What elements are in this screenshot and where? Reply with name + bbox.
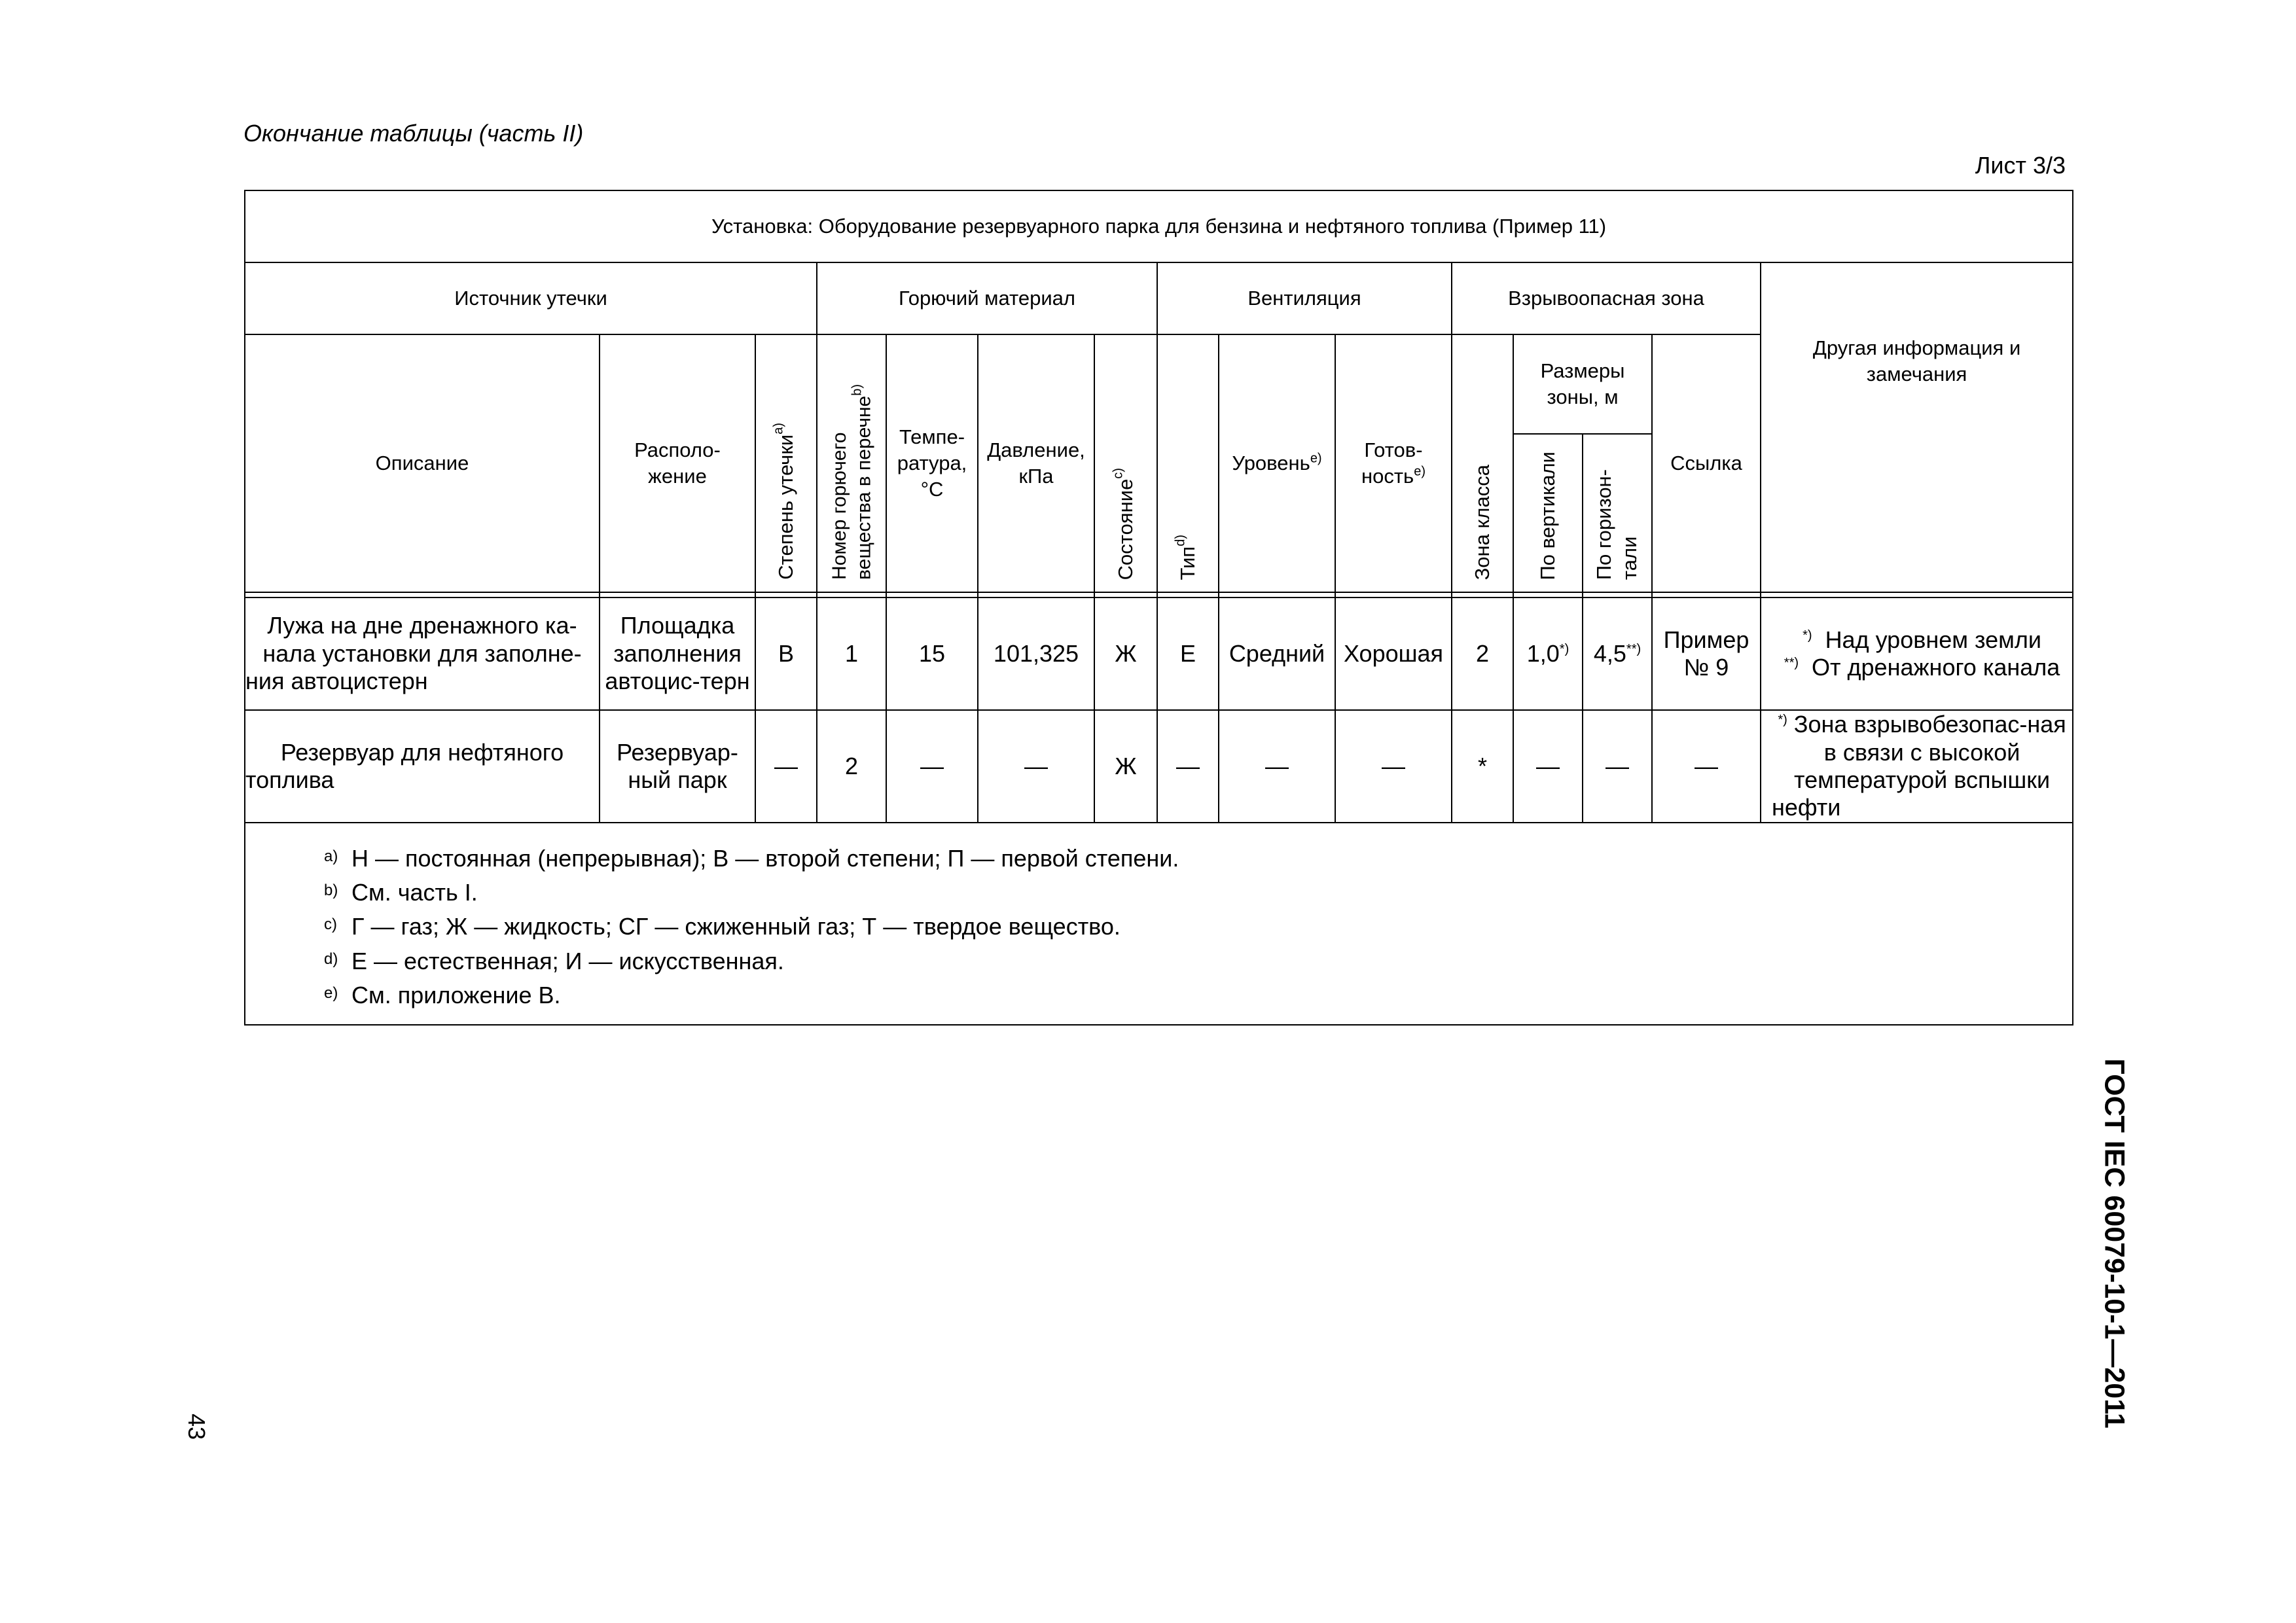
footnote: c) Г — газ; Ж — жидкость; СГ — сжиженный газ; Т — твердое вещество. [324,913,1121,940]
cell-vertical: 1,0*) [1513,597,1583,710]
classification-table [244,190,2073,1026]
header-state: Состояние$^{c)}$ [1094,334,1157,592]
footnote: a) Н — постоянная (непрерывная); В — второй степени; П — первой степени. [324,845,1179,872]
group-ventilation: Вентиляция [1157,262,1452,334]
sheet-label: Лист 3/3 [1975,152,2066,179]
cell-degree: B [755,597,817,710]
cell-temp: 15 [886,597,978,710]
header-pressure: Давление, кПа [978,334,1094,592]
header-zone-size: Размеры зоны, м [1513,334,1652,434]
cell-location: Резервуар-ный парк [600,710,755,823]
standard-designation: ГОСТ IEC 60079-10-1—2011 [2098,1058,2130,1429]
footnote: b) См. часть I. [324,879,478,906]
header-zone-class: Зона класса [1452,334,1513,592]
cell-other: *) Зона взрывобезопас-ная в связи с высокой температурой вспышки нефти [1761,710,2073,823]
group-material: Горючий материал [817,262,1157,334]
footnote: e) См. приложение В. [324,981,561,1008]
cell-horizontal: 4,5**) [1583,597,1652,710]
footnote: d) Е — естественная; И — искусственная. [324,947,784,974]
cell-type: — [1157,710,1219,823]
cell-availability: Хорошая [1335,597,1452,710]
table-caption: Окончание таблицы (часть II) [243,120,584,147]
cell-number: 1 [817,597,886,710]
page-number: 43 [183,1413,210,1440]
cell-vertical: — [1513,710,1583,823]
table-row [245,597,2073,710]
cell-state: Ж [1094,710,1157,823]
cell-type: Е [1157,597,1219,710]
header-availability: Готов-ность$^{e)}$ [1335,334,1452,592]
cell-degree: — [755,710,817,823]
group-zone: Взрывоопасная зона [1452,262,1761,334]
cell-zone-class: * [1452,710,1513,823]
cell-description: Резервуар для нефтяного топлива [245,710,600,823]
cell-location: Площадка заполнения автоцис-терн [600,597,755,710]
header-degree: Степень утечки$^{a)}$ [755,334,817,592]
cell-pressure: — [978,710,1094,823]
cell-description: Лужа на дне дренажного ка-нала установки для заполне-ния автоцистерн [245,597,600,710]
header-vertical: По вертикали [1513,434,1583,592]
cell-level: Средний [1219,597,1335,710]
cell-pressure: 101,325 [978,597,1094,710]
group-source: Источник утечки [245,262,817,334]
cell-reference: — [1652,710,1761,823]
cell-horizontal: — [1583,710,1652,823]
cell-state: Ж [1094,597,1157,710]
cell-availability: — [1335,710,1452,823]
header-location: Располо-жение [600,334,755,592]
cell-level: — [1219,710,1335,823]
header-temperature: Темпе-ратура, °C [886,334,978,592]
header-horizontal: По горизон- тали [1583,434,1652,592]
header-reference: Ссылка [1652,334,1761,592]
header-substance-number: Номер горючего вещества в перечне$^{b)}$ [817,334,886,592]
cell-zone-class: 2 [1452,597,1513,710]
cell-number: 2 [817,710,886,823]
table-row [245,710,2073,823]
installation-title: Установка: Оборудование резервуарного парка для бензина и нефтяного топлива (Пример 11) [245,190,2073,262]
header-other-info: Другая информация и замечания [1761,262,2073,592]
cell-temp: — [886,710,978,823]
cell-other: *) Над уровнем земли **) От дренажного канала [1761,597,2073,710]
cell-reference: Пример № 9 [1652,597,1761,710]
header-description: Описание [245,334,600,592]
footnotes [245,823,2073,1025]
header-level: Уровень$^{e)}$ [1219,334,1335,592]
header-type: Тип$^{d)}$ [1157,334,1219,592]
